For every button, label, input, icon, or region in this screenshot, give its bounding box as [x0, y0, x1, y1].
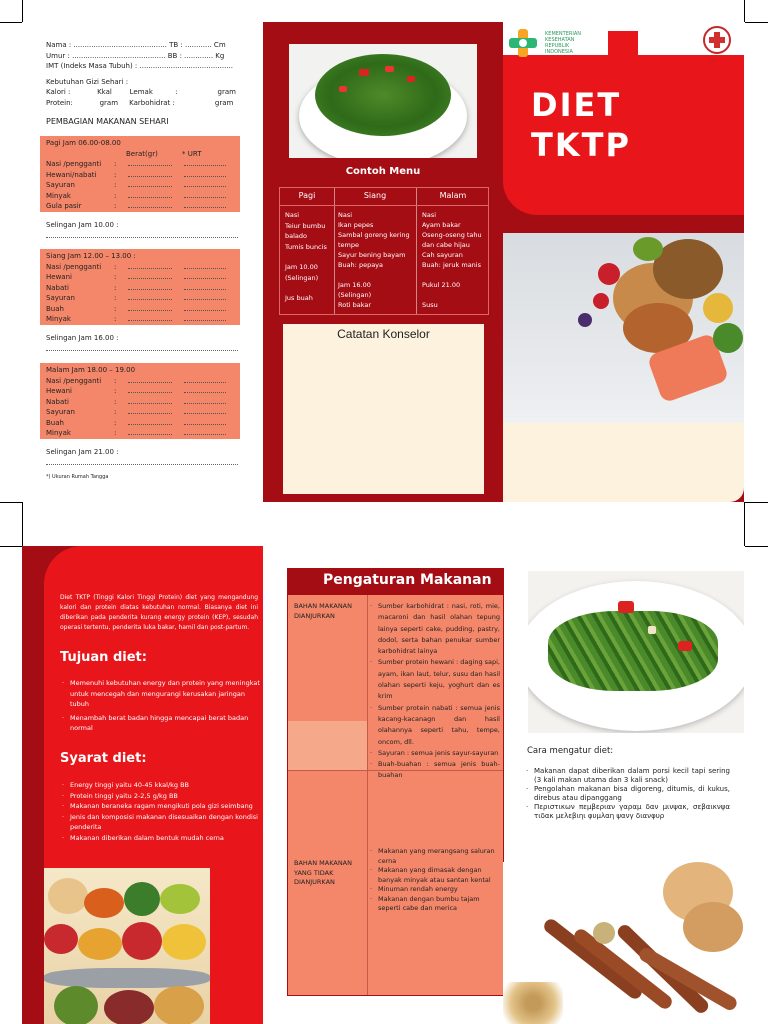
umur-line: Umur : .......................................... BB : ............. Kg [46, 51, 225, 60]
ministry-line: INDONESIA [545, 49, 573, 55]
meal-row [46, 201, 234, 212]
berat-field [128, 304, 184, 315]
urt-field [184, 314, 226, 325]
colon: : [114, 376, 117, 385]
menu-header-pagi: Pagi [298, 191, 316, 200]
selingan-label: Selingan Jam 21.00 : [46, 448, 119, 456]
pagi-title: Pagi Jam 06.00-08.00 [46, 139, 121, 147]
ministry-line: KESEHATAN [545, 37, 575, 43]
menu-line: Tumis buncis [285, 242, 327, 251]
colon: : [114, 202, 117, 210]
food-photo-top [289, 44, 477, 158]
urt-field [184, 376, 226, 387]
crop-mark [0, 502, 22, 503]
menu-line [285, 283, 335, 293]
dotted-line [46, 464, 238, 465]
menu-line: Nasi [285, 211, 300, 219]
menu-line: Ikan pepes [338, 221, 374, 229]
berat-header: Berat(gr) [126, 149, 158, 158]
menu-line [338, 270, 418, 280]
pagi-box [40, 136, 240, 212]
berat-field [128, 314, 184, 325]
meal-row [46, 272, 234, 283]
cara-item: · Περιστικων πεμβεριαν γαραμ δαν μινψακ, σεβαικνψα τιδακ μελεβιηι φυμλαη ψανγ διανφυρ [524, 803, 730, 821]
syarat-item: · Energy tinggi yaitu 40-45 kkal/kg BB [60, 780, 260, 791]
menu-line: Buah: pepaya [338, 261, 384, 269]
meal-item-label: Nasi /pengganti [46, 262, 102, 271]
pengaturan-table [287, 568, 504, 996]
berat-field [128, 180, 184, 191]
menu-line: Roti bakar [338, 301, 372, 309]
meal-item-label: Hewani [46, 387, 72, 395]
berat-field [128, 418, 184, 429]
menu-header-malam: Malam [439, 191, 467, 200]
meal-item-label: Nabati [46, 283, 69, 292]
form-panel [46, 40, 242, 128]
meal-item-label: Nasi /pengganti [46, 160, 102, 168]
menu-line: Nasi [338, 211, 353, 219]
cara-list [524, 767, 730, 821]
meal-row [46, 293, 234, 304]
urt-field [184, 293, 226, 304]
anjuran-item: · Buah-buahan : semua jenis buah-buahan [368, 759, 500, 782]
ministry-logo [506, 28, 540, 58]
meal-item-label: Nabati [46, 397, 69, 406]
tidak-list [368, 847, 500, 914]
menu-line: Jam 10.00 [285, 263, 318, 271]
berat-field [128, 262, 184, 273]
gizi-row: Kalori : Kkal Lemak : gram [46, 88, 236, 96]
gizi-title: Kebutuhan Gizi Sehari : [46, 77, 129, 86]
colon: : [114, 283, 117, 292]
urt-field [184, 397, 226, 408]
nama-line: Nama : .......................................... TB : ............ Cm [46, 41, 226, 49]
meal-row [46, 170, 234, 181]
crop-mark [22, 524, 23, 546]
menu-line: Sambal goreng kering [338, 231, 410, 239]
crop-mark [745, 546, 768, 547]
menu-header-siang: Siang [363, 191, 387, 200]
meal-item-label: Minyak [46, 191, 71, 200]
urt-field [184, 170, 226, 181]
berat-field [128, 201, 184, 212]
berat-field [128, 272, 184, 283]
meal-row [46, 376, 234, 387]
berat-field [128, 386, 184, 397]
berat-field [128, 376, 184, 387]
menu-line: dan cabe hijau [422, 241, 470, 249]
spices-photo [503, 862, 744, 1024]
colon: : [114, 273, 117, 281]
crop-mark [744, 524, 745, 546]
menu-line: Oseng-oseng tahu [422, 231, 482, 239]
cover-title-tktp: TKTP [531, 126, 631, 164]
colon: : [114, 387, 117, 395]
meal-row [46, 191, 234, 202]
intro-text: Diet TKTP (Tinggi Kalori Tinggi Protein) diet yang mengandung kalori dan protein diatas kebutuhan normal. Biasanya diet ini diberikan pada penderita kurang energy protein (KEP), sesudah operasi tertentu, penderita luka bakar, hamil dan post-partum. [60, 594, 258, 631]
menu-line: (Selingan) [338, 291, 372, 299]
tujuan-list [60, 678, 260, 737]
pengaturan-header: Pengaturan Makanan [288, 569, 503, 595]
meal-row [46, 314, 234, 325]
crop-mark [22, 502, 23, 524]
menu-line: Pukul 21.00 [422, 281, 461, 289]
colon: : [114, 294, 117, 302]
urt-field [184, 201, 226, 212]
gizi-row: Protein: gram Karbohidrat : gram [46, 98, 234, 107]
vegetables-photo [44, 868, 210, 1024]
meal-item-label: Gula pasir [46, 202, 82, 210]
meal-item-label: Buah [46, 418, 64, 427]
menu-line: Ayam bakar [422, 221, 461, 229]
colon: : [114, 418, 117, 427]
menu-line [422, 290, 492, 300]
menu-line: Sayur bening bayam [338, 251, 406, 259]
urt-header: * URT [182, 149, 202, 158]
meal-row [46, 304, 234, 315]
menu-line: Jus buah [285, 294, 313, 302]
menu-line: Nasi [422, 211, 437, 219]
meal-item-label: Minyak [46, 315, 71, 323]
anjuran-list [368, 601, 500, 782]
crop-mark [0, 546, 22, 547]
menu-line: Cah sayuran [422, 251, 463, 259]
crop-mark [0, 22, 22, 23]
meal-row [46, 386, 234, 397]
anjuran-item: · Sayuran : semua jenis sayur-sayuran [368, 748, 500, 759]
rs-text: R.S. [710, 57, 718, 62]
berat-field [128, 191, 184, 202]
urt-field [184, 159, 226, 170]
catatan-title: Catatan Konselor [337, 327, 430, 341]
selingan-label: Selingan Jam 10.00 : [46, 221, 119, 229]
cara-title: Cara mengatur diet: [527, 746, 614, 756]
meal-row [46, 418, 234, 429]
tujuan-title: Tujuan diet: [60, 650, 147, 665]
malam-title: Malam Jam 18.00 – 19.00 [46, 366, 136, 374]
meal-row [46, 428, 234, 439]
cara-item: · Makanan dapat diberikan dalam porsi kecil tapi sering (3 kali makan utama dan 3 kali snack) [524, 767, 730, 785]
meal-item-label: Nasi /pengganti [46, 376, 102, 385]
menu-line: balado [285, 232, 308, 240]
menu-line: Susu [422, 301, 438, 309]
cara-item: · Pengolahan makanan bisa digoreng, ditumis, di kukus, direbus atau dipanggang [524, 785, 730, 803]
urt-field [184, 191, 226, 202]
urt-field [184, 407, 226, 418]
siang-title: Siang Jam 12.00 – 13.00 : [46, 252, 136, 260]
meal-row [46, 407, 234, 418]
meal-row [46, 283, 234, 294]
berat-field [128, 397, 184, 408]
syarat-item: · Makanan diberikan dalam bentuk mudah cerna [60, 833, 260, 844]
tidak-item: · Makanan dengan bumbu tajam seperti cabe dan merica [368, 895, 500, 914]
crop-mark [744, 0, 745, 22]
meal-item-label: Sayuran [46, 181, 75, 189]
dotted-line [46, 237, 238, 238]
meal-row [46, 262, 234, 273]
urt-field [184, 304, 226, 315]
tidak-label: BAHAN MAKANAN YANG TIDAK DIANJURKAN [294, 859, 352, 886]
healthy-food-photo [503, 233, 744, 423]
colon: : [114, 397, 117, 406]
pembagian-title: PEMBAGIAN MAKANAN SEHARI [46, 117, 169, 126]
syarat-title: Syarat diet: [60, 751, 147, 766]
tujuan-item: · Memenuhi kebutuhan energy dan protein yang meningkat untuk mencegah dan mengurangi kerusakan jaringan tubuh [60, 678, 260, 710]
urt-field [184, 180, 226, 191]
meal-row [46, 180, 234, 191]
syarat-item: · Jenis dan komposisi makanan disesuaikan dengan kondisi penderita [60, 812, 260, 833]
menu-line: Jam 16.00 [338, 281, 371, 289]
anjuran-item: · Sumber karbohidrat : nasi, roti, mie, macaroni dan hasil olahan tepung lainya seperti cake, pudding, pastry, dodol, serta bahan penukar sumber karbohidrat lainya [368, 601, 500, 657]
imt-line: IMT (Indeks Masa Tubuh) : .......................................... [46, 62, 233, 70]
contoh-menu-table [279, 187, 489, 315]
anjuran-label: BAHAN MAKANAN DIANJURKAN [294, 602, 352, 620]
meal-item-label: Hewani/nabati [46, 170, 97, 179]
meal-item-label: Sayuran [46, 408, 75, 416]
meal-item-label: Sayuran [46, 294, 75, 302]
meal-row [46, 397, 234, 408]
anjuran-item: · Sumber protein hewani : daging sapi, ayam, ikan laut, telur, susu dan hasil olahan seperti keju, yoghurt dan es krim [368, 657, 500, 702]
ministry-line: REPUBLIK [545, 43, 570, 49]
ministry-text [545, 31, 581, 55]
urt-field [184, 272, 226, 283]
berat-field [128, 170, 184, 181]
siang-box [40, 249, 240, 325]
tidak-item: · Makanan yang dimasak dengan banyak minyak atau santan kental [368, 866, 500, 885]
cover-title-diet: DIET [531, 86, 622, 124]
rs-logo [703, 26, 731, 54]
urt-field [184, 428, 226, 439]
red-square-logo [608, 31, 638, 55]
tujuan-item: · Menambah berat badan hingga mencapai berat badan normal [60, 713, 260, 734]
crop-mark [22, 0, 23, 22]
colon: : [114, 191, 117, 200]
meal-item-label: Hewani [46, 273, 72, 281]
anjuran-item: · Sumber protein nabati : semua jenis kacang-kacanagn dan hasil olahannya seperti tahu, tempe, oncom, dll. [368, 703, 500, 748]
green-beans-photo [528, 571, 744, 733]
syarat-list [60, 780, 260, 843]
menu-line: Teiur bumbu [285, 221, 326, 230]
footnote: *) Ukuran Rumah Tangga [46, 474, 109, 480]
menu-line: Buah: jeruk manis [422, 261, 481, 269]
catatan-konselor-box [283, 324, 484, 494]
colon: : [114, 429, 117, 437]
meal-item-label: Minyak [46, 429, 71, 437]
colon: : [114, 181, 117, 189]
berat-field [128, 428, 184, 439]
berat-field [128, 293, 184, 304]
malam-box [40, 363, 240, 439]
urt-field [184, 262, 226, 273]
berat-field [128, 407, 184, 418]
crop-mark [745, 502, 768, 503]
meal-item-label: Buah [46, 304, 64, 313]
ministry-line: KEMENTERIAN [545, 31, 581, 37]
berat-field [128, 283, 184, 294]
menu-line: tempe [338, 241, 360, 249]
syarat-item: · Makanan beraneka ragam mengikuti pola gizi seimbang [60, 801, 260, 812]
tidak-item: · Makanan yang merangsang saluran cerna [368, 847, 500, 866]
dotted-line [46, 350, 238, 351]
urt-field [184, 386, 226, 397]
colon: : [114, 170, 117, 179]
colon: : [114, 304, 117, 313]
contoh-menu-title: Contoh Menu [345, 166, 421, 177]
crop-mark [744, 502, 745, 524]
menu-line [422, 270, 492, 280]
crop-mark [745, 22, 768, 23]
urt-field [184, 418, 226, 429]
menu-line [285, 252, 335, 262]
cover-cream-block [503, 423, 744, 502]
colon: : [114, 160, 117, 168]
colon: : [114, 262, 117, 271]
meal-row [46, 159, 234, 170]
colon: : [114, 408, 117, 416]
menu-line: (Selingan) [285, 273, 319, 282]
colon: : [114, 315, 117, 323]
urt-field [184, 283, 226, 294]
selingan-label: Selingan Jam 16.00 : [46, 334, 119, 342]
berat-field [128, 159, 184, 170]
tidak-item: · Minuman rendah energy [368, 885, 500, 895]
syarat-item: · Protein tinggi yaitu 2-2,5 g/kg BB [60, 791, 260, 802]
